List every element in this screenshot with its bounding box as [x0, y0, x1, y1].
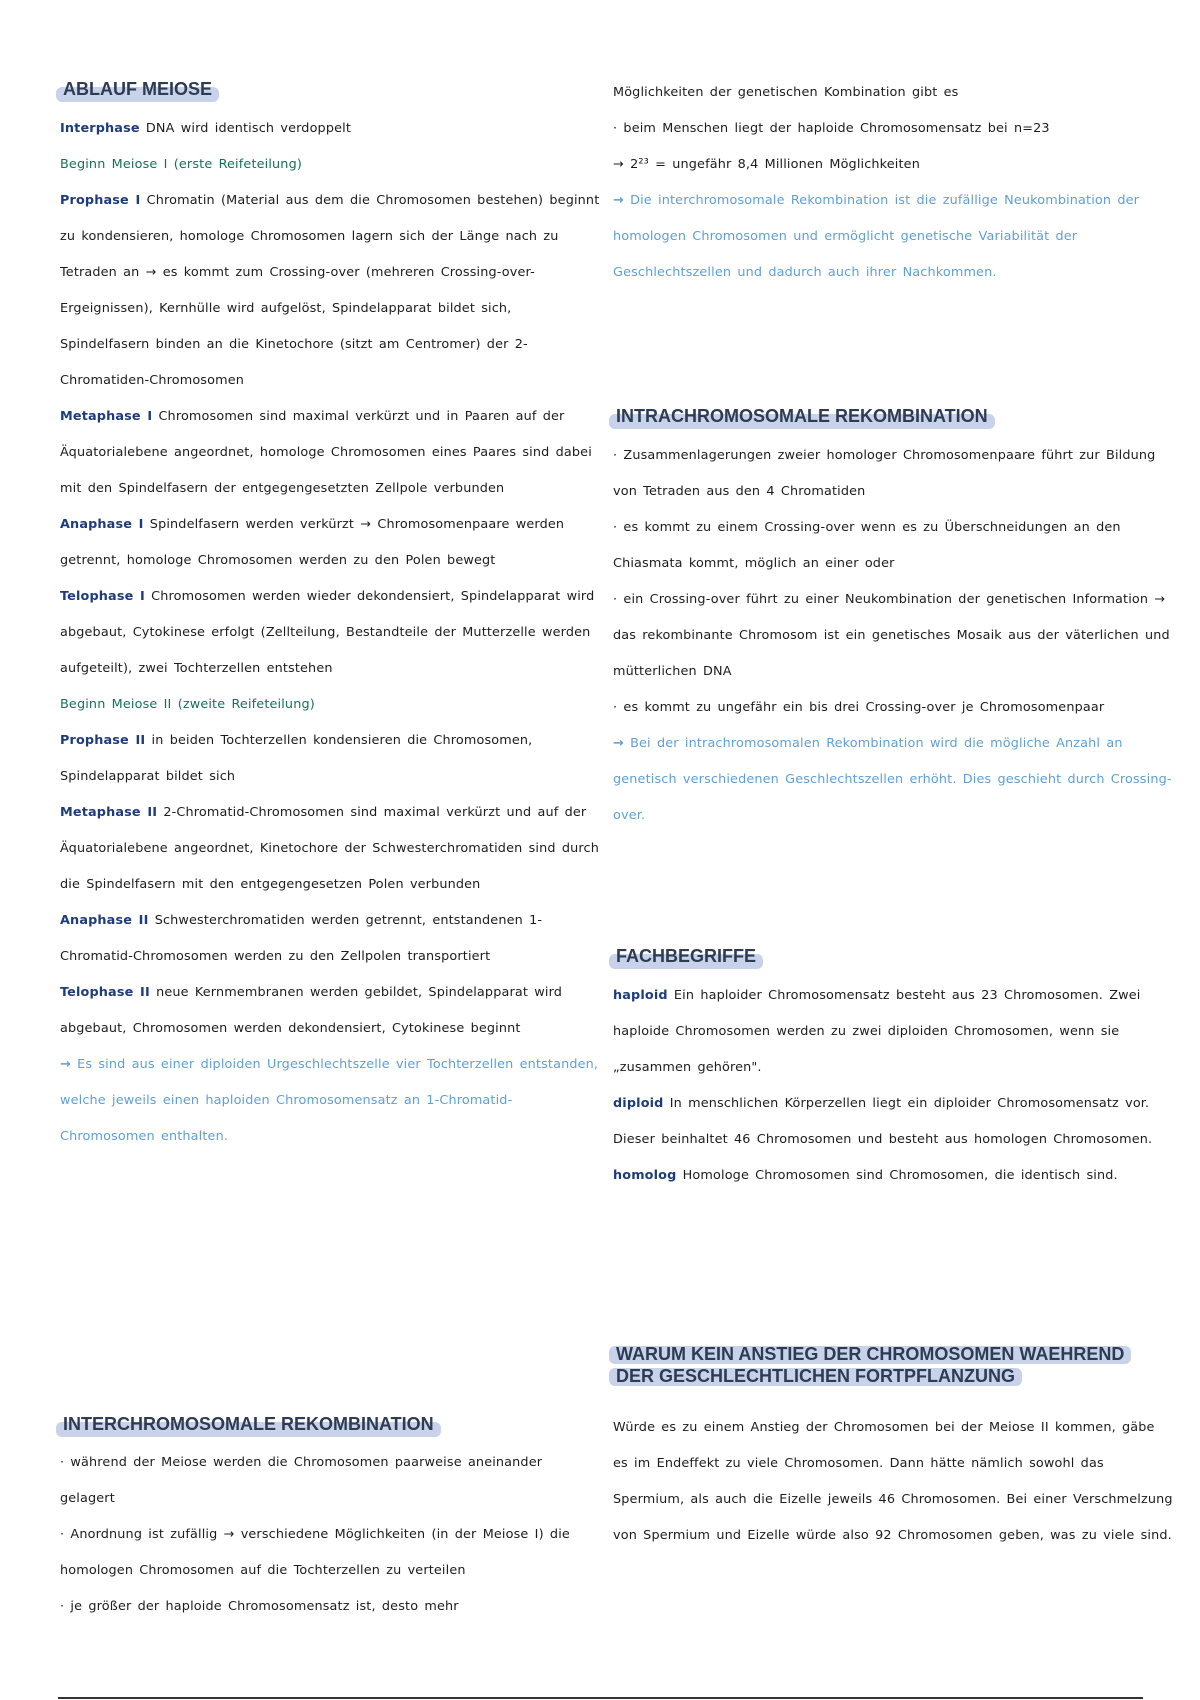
term-telophase-1: Telophase I — [60, 589, 145, 604]
fach-body — [613, 978, 1173, 1194]
telophase-2-entry — [60, 975, 600, 1047]
term-telophase-2: Telophase II — [60, 985, 150, 1000]
bottom-divider — [58, 1697, 1143, 1699]
intra-conclusion-text: Bei der intrachromosomalen Rekombination wird die mögliche Anzahl an genetisch verschiedenen Geschlechtszellen erhöht. Dies geschieht durch Crossing-over. — [613, 736, 1172, 823]
warum-body — [613, 1410, 1173, 1554]
intra-bullet-2: · es kommt zu einem Crossing-over wenn es zu Überschneidungen an den Chiasmata kommt, möglich an einer oder — [613, 520, 1121, 571]
heading-intrachromosomale: INTRACHROMOSOMALE REKOMBINATION — [613, 405, 991, 427]
term-interphase: Interphase — [60, 121, 140, 136]
term-metaphase-2: Metaphase II — [60, 805, 158, 820]
section-ablauf-meiose — [60, 78, 600, 100]
beginn-meiose-1-text: Beginn Meiose I (erste Reifeteilung) — [60, 157, 302, 172]
arrow-icon: → — [613, 193, 624, 208]
prophase-1-entry — [60, 183, 600, 399]
inter-bullet-1: · während der Meiose werden die Chromosomen paarweise aneinander gelagert — [60, 1455, 543, 1506]
term-anaphase-1: Anaphase I — [60, 517, 144, 532]
telophase-1-entry — [60, 579, 600, 687]
term-prophase-2: Prophase II — [60, 733, 146, 748]
intra-body — [613, 438, 1173, 834]
interphase-entry — [60, 111, 600, 147]
homolog-entry — [613, 1158, 1173, 1194]
inter-bullet-3: · je größer der haploide Chromosomensatz ist, desto mehr — [60, 1599, 459, 1614]
anaphase-1-text: Spindelfasern werden verkürzt → Chromosomenpaare werden getrennt, homologe Chromosomen werden zu den Polen bewegt — [60, 517, 565, 568]
anaphase-1-entry — [60, 507, 600, 579]
anaphase-2-entry — [60, 903, 600, 975]
inter-body — [60, 1445, 600, 1625]
heading-warum-line-1: WARUM KEIN ANSTIEG DER CHROMOSOMEN WAEHREND — [613, 1343, 1127, 1365]
intra-conclusion-note — [613, 726, 1173, 834]
diploid-text: In menschlichen Körperzellen liegt ein diploider Chromosomensatz vor. Dieser beinhaltet 46 Chromosomen und besteht aus homologen Chromosomen. — [613, 1096, 1153, 1147]
section-interchromosomale — [60, 1413, 600, 1435]
haploid-text: Ein haploider Chromosomensatz besteht aus 23 Chromosomen. Zwei haploide Chromosomen werden zu zwei diploiden Chromosomen, wenn sie „zusammen gehören". — [613, 988, 1141, 1075]
ablauf-conclusion-text: Es sind aus einer diploiden Urgeschlechtszelle vier Tochterzellen entstanden, welche jeweils einen haploiden Chromosomensatz an 1-Chromatid-Chromosomen enthalten. — [60, 1057, 599, 1144]
metaphase-2-text: 2-Chromatid-Chromosomen sind maximal verkürzt und auf der Äquatorialebene angeordnet, Kinetochore der Schwesterchromatiden sind durch die Spindelfasern mit den entgegengesetzen Polen verbunden — [60, 805, 599, 892]
heading-ablauf-meiose: ABLAUF MEIOSE — [60, 78, 215, 100]
ablauf-conclusion-note — [60, 1047, 600, 1155]
inter-cont-1: Möglichkeiten der genetischen Kombination gibt es — [613, 85, 959, 100]
term-diploid: diploid — [613, 1096, 664, 1111]
term-metaphase-1: Metaphase I — [60, 409, 153, 424]
arrow-icon: → — [613, 736, 624, 751]
metaphase-1-entry — [60, 399, 600, 507]
inter-continued — [613, 75, 1173, 291]
ablauf-body — [60, 111, 600, 1155]
term-prophase-1: Prophase I — [60, 193, 141, 208]
intra-bullet-4: · es kommt zu ungefähr ein bis drei Crossing-over je Chromosomenpaar — [613, 700, 1105, 715]
prophase-1-text: Chromatin (Material aus dem die Chromosomen bestehen) beginnt zu kondensieren, homologe Chromosomen lagern sich der Länge nach zu Tetraden an → es kommt zum Crossing-over (mehreren Crossing-over-Ergeignissen), Kernhülle wird aufgelöst, Spindelapparat bildet sich, Spindelfasern binden an die Kinetochore (sitzt am Centromer) der 2-Chromatiden-Chromosomen — [60, 193, 600, 388]
anaphase-2-text: Schwesterchromatiden werden getrennt, entstandenen 1-Chromatid-Chromosomen werden zu den Zellpolen transportiert — [60, 913, 543, 964]
arrow-icon: → — [60, 1057, 71, 1072]
intra-bullet-3: · ein Crossing-over führt zu einer Neukombination der genetischen Information → das rekombinante Chromosom ist ein genetisches Mosaik aus der väterlichen und mütterlichen DNA — [613, 592, 1170, 679]
interphase-text: DNA wird identisch verdoppelt — [139, 121, 351, 136]
inter-bullet-2: · Anordnung ist zufällig → verschiedene Möglichkeiten (in der Meiose I) die homologen Chromosomen auf die Tochterzellen zu verteilen — [60, 1527, 570, 1578]
section-intrachromosomale — [613, 405, 1173, 427]
beginn-meiose-2 — [60, 687, 600, 723]
warum-paragraph: Würde es zu einem Anstieg der Chromosomen bei der Meiose II kommen, gäbe es im Endeffekt zu viele Chromosomen. Dann hätte nämlich sowohl das Spermium, als auch die Eizelle jeweils 46 Chromosomen. Bei einer Verschmelzung von Spermium und Eizelle würde also 92 Chromosomen geben, was zu viele sind. — [613, 1420, 1173, 1543]
inter-conclusion-text: Die interchromosomale Rekombination ist die zufällige Neukombination der homologen Chromosomen und ermöglicht genetische Variabilität der Geschlechtszellen und dadurch auch ihrer Nachkommen. — [613, 193, 1140, 280]
section-warum — [613, 1343, 1173, 1387]
homolog-text: Homologe Chromosomen sind Chromosomen, die identisch sind. — [676, 1168, 1118, 1183]
prophase-2-text: in beiden Tochterzellen kondensieren die Chromosomen, Spindelapparat bildet sich — [60, 733, 533, 784]
inter-cont-3: → 2²³ = ungefähr 8,4 Millionen Möglichkeiten — [613, 157, 920, 172]
inter-cont-2: · beim Menschen liegt der haploide Chromosomensatz bei n=23 — [613, 121, 1050, 136]
telophase-1-text: Chromosomen werden wieder dekondensiert, Spindelapparat wird abgebaut, Cytokinese erfolgt (Zellteilung, Bestandteile der Mutterzelle werden aufgeteilt), zwei Tochterzellen entstehen — [60, 589, 595, 676]
heading-warum-line-2: DER GESCHLECHTLICHEN FORTPFLANZUNG — [613, 1365, 1018, 1387]
term-anaphase-2: Anaphase II — [60, 913, 149, 928]
inter-conclusion-note — [613, 183, 1173, 291]
haploid-entry — [613, 978, 1173, 1086]
beginn-meiose-2-text: Beginn Meiose II (zweite Reifeteilung) — [60, 697, 315, 712]
diploid-entry — [613, 1086, 1173, 1158]
section-fachbegriffe — [613, 945, 1173, 967]
prophase-2-entry — [60, 723, 600, 795]
beginn-meiose-1 — [60, 147, 600, 183]
metaphase-2-entry — [60, 795, 600, 903]
term-haploid: haploid — [613, 988, 668, 1003]
metaphase-1-text: Chromosomen sind maximal verkürzt und in Paaren auf der Äquatorialebene angeordnet, homologe Chromosomen eines Paares sind dabei mit den Spindelfasern der entgegengesetzten Zellpole verbunden — [60, 409, 592, 496]
heading-interchromosomale: INTERCHROMOSOMALE REKOMBINATION — [60, 1413, 437, 1435]
heading-fachbegriffe: FACHBEGRIFFE — [613, 945, 759, 967]
telophase-2-text: neue Kernmembranen werden gebildet, Spindelapparat wird abgebaut, Chromosomen werden dekondensiert, Cytokinese beginnt — [60, 985, 563, 1036]
term-homolog: homolog — [613, 1168, 677, 1183]
intra-bullet-1: · Zusammenlagerungen zweier homologer Chromosomenpaare führt zur Bildung von Tetraden aus den 4 Chromatiden — [613, 448, 1156, 499]
